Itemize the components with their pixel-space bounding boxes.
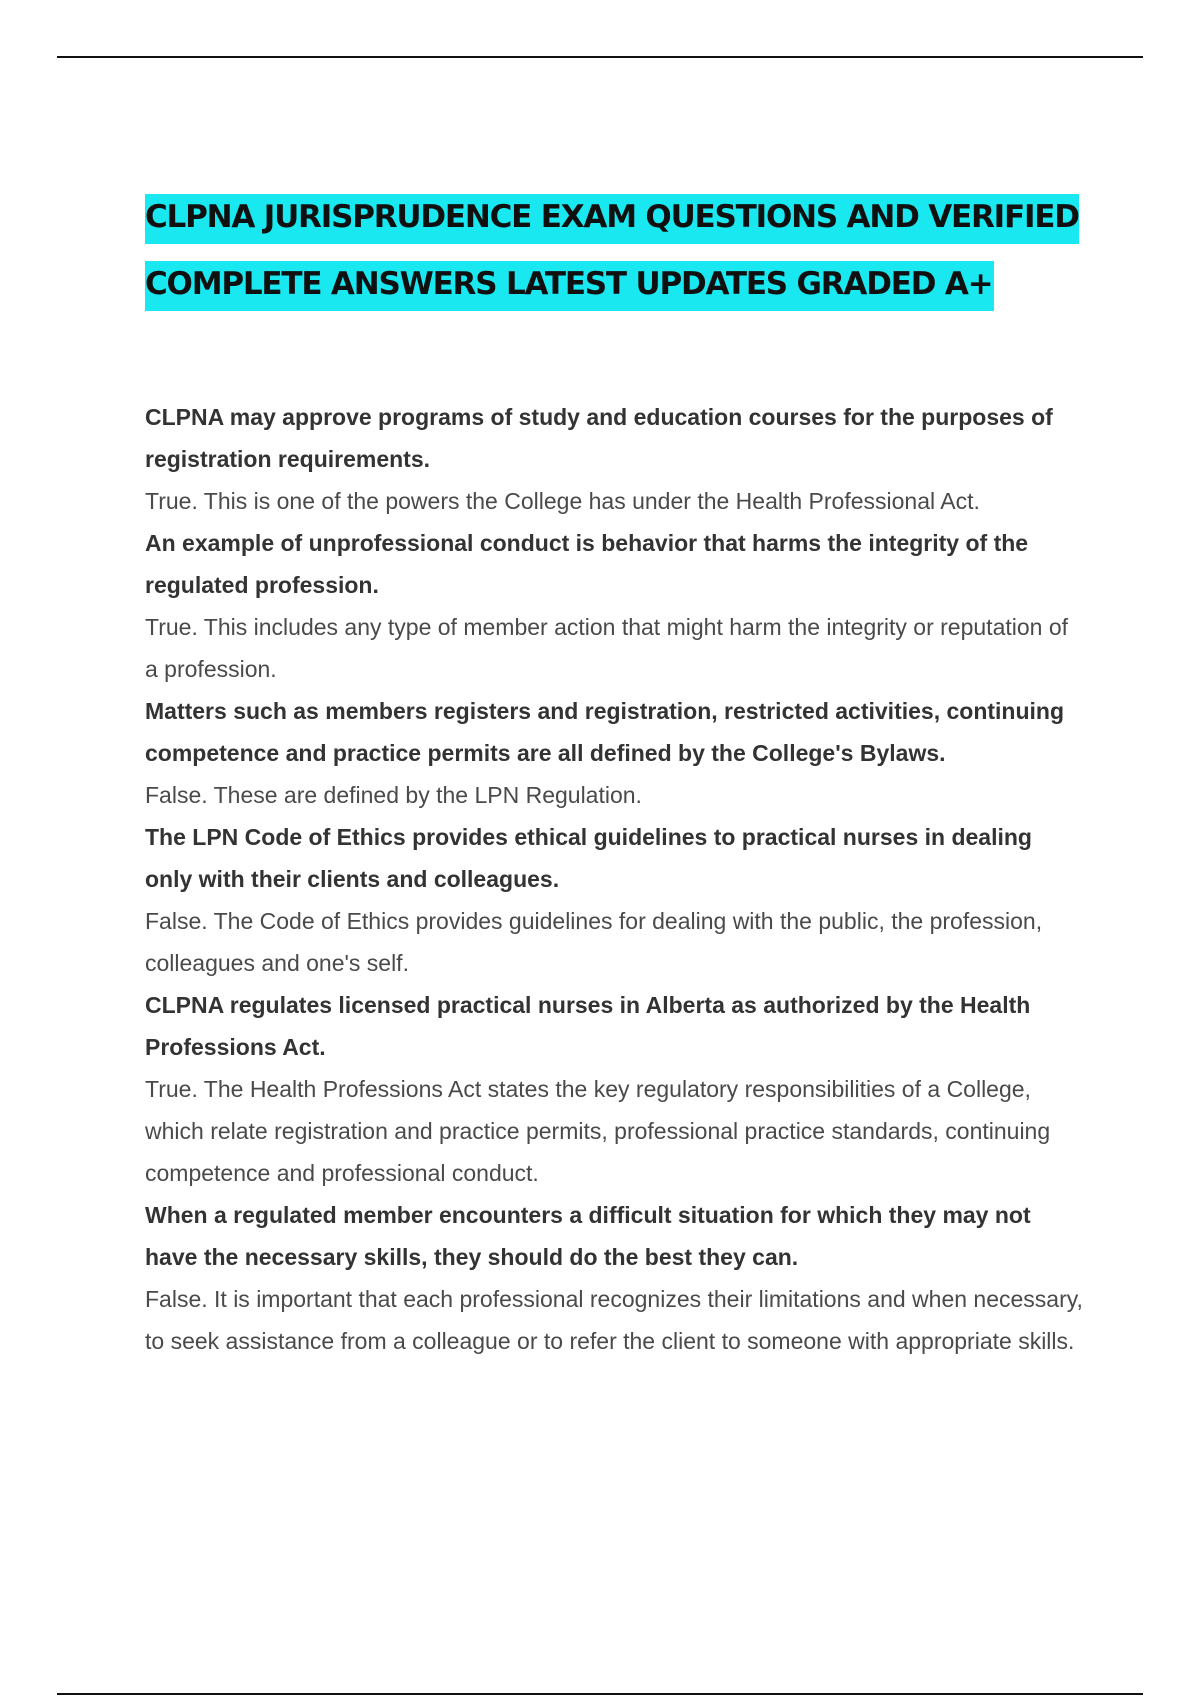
question-6: When a regulated member encounters a difficult situation for which they may not have the necessary skills, they should do the best they can. [145, 1202, 1031, 1270]
qa-list [145, 396, 1085, 1362]
title-highlight: CLPNA JURISPRUDENCE EXAM QUESTIONS AND VERIFIED COMPLETE ANSWERS LATEST UPDATES GRADED A+ [145, 194, 1079, 311]
footer-rule [57, 1693, 1143, 1695]
question-3: Matters such as members registers and registration, restricted activities, continuing competence and practice permits are all defined by the College's Bylaws. [145, 698, 1065, 766]
question-5: CLPNA regulates licensed practical nurses in Alberta as authorized by the Health Professions Act. [145, 992, 1031, 1060]
question-4: The LPN Code of Ethics provides ethical guidelines to practical nurses in dealing only with their clients and colleagues. [145, 824, 1032, 892]
answer-5: True. The Health Professions Act states the key regulatory responsibilities of a College, which relate registration and practice permits, professional practice standards, continuing competence and professional conduct. [145, 1076, 1051, 1186]
header-rule [57, 56, 1143, 58]
answer-3: False. These are defined by the LPN Regulation. [145, 782, 642, 808]
answer-2: True. This includes any type of member action that might harm the integrity or reputation of a profession. [145, 614, 1069, 682]
question-1: CLPNA may approve programs of study and education courses for the purposes of registration requirements. [145, 404, 1053, 472]
answer-4: False. The Code of Ethics provides guidelines for dealing with the public, the profession, colleagues and one's self. [145, 908, 1043, 976]
document-title [145, 184, 1085, 318]
question-2: An example of unprofessional conduct is behavior that harms the integrity of the regulated profession. [145, 530, 1029, 598]
answer-6: False. It is important that each professional recognizes their limitations and when necessary, to seek assistance from a colleague or to refer the client to someone with appropriate skills. [145, 1286, 1083, 1354]
answer-1: True. This is one of the powers the College has under the Health Professional Act. [145, 488, 980, 514]
